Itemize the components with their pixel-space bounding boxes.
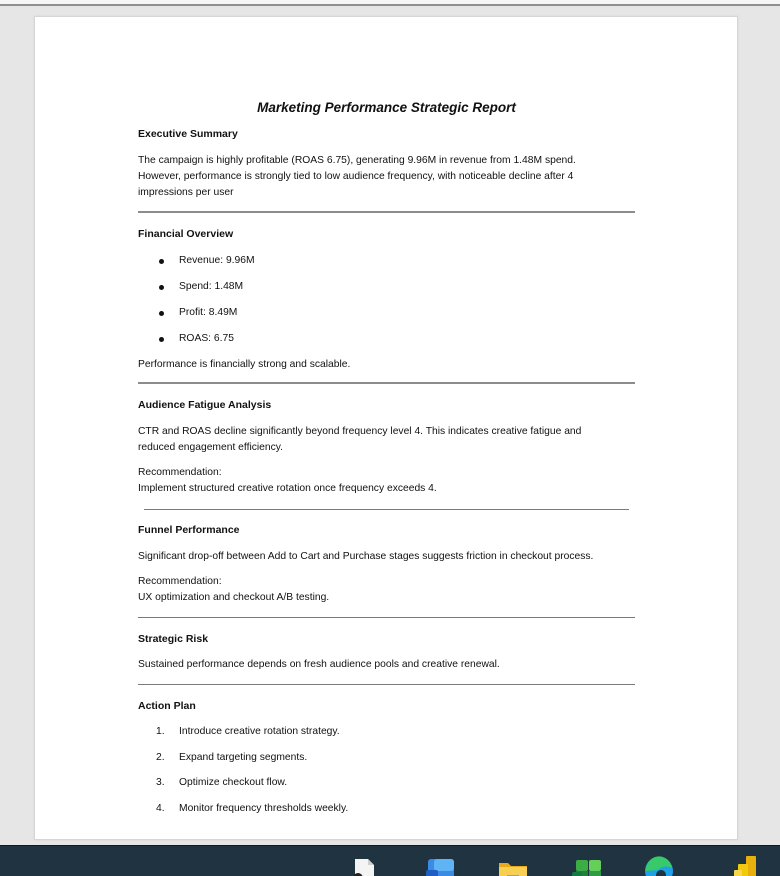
action-text: Monitor frequency thresholds weekly. (179, 803, 349, 814)
list-number: 1. (156, 726, 165, 737)
audience-fatigue-text (138, 424, 635, 456)
heading-executive-summary: Executive Summary (138, 128, 238, 140)
text-line: However, performance is strongly tied to low audience frequency, with noticeable decline after 4 (138, 171, 574, 182)
text-line: impressions per user (138, 187, 234, 198)
action-text: Expand targeting segments. (179, 752, 308, 763)
section-divider (138, 211, 635, 213)
action-text: Introduce creative rotation strategy. (179, 726, 340, 737)
folder-icon[interactable] (497, 860, 527, 876)
section-divider (138, 382, 635, 384)
recommendation-label: Recommendation: (138, 576, 222, 587)
text-line: reduced engagement efficiency. (138, 442, 284, 453)
taskbar (0, 845, 780, 876)
bullet-icon (159, 285, 164, 290)
financial-conclusion: Performance is financially strong and scalable. (138, 359, 351, 370)
action-text: Optimize checkout flow. (179, 777, 288, 788)
window-top-bar (0, 0, 780, 6)
funnel-recommendation (138, 574, 635, 606)
text-line: CTR and ROAS decline significantly beyond frequency level 4. This indicates creative fatigue and (138, 426, 582, 437)
excel-icon[interactable] (572, 858, 602, 876)
edge-icon[interactable] (644, 856, 674, 876)
recommendation-text: Implement structured creative rotation once frequency exceeds 4. (138, 483, 437, 494)
recommendation-label: Recommendation: (138, 467, 222, 478)
text-line: The campaign is highly profitable (ROAS 6.75), generating 9.96M in revenue from 1.48M spend. (138, 155, 576, 166)
heading-funnel-performance: Funnel Performance (138, 524, 240, 536)
document-page[interactable] (34, 16, 738, 840)
bullet-icon (159, 337, 164, 342)
list-number: 4. (156, 803, 165, 814)
heading-audience-fatigue: Audience Fatigue Analysis (138, 399, 272, 411)
recommendation-text: UX optimization and checkout A/B testing. (138, 592, 330, 603)
section-divider (138, 684, 635, 685)
spend-value: Spend: 1.48M (179, 281, 244, 292)
bullet-icon (159, 311, 164, 316)
roas-value: ROAS: 6.75 (179, 333, 234, 344)
list-number: 2. (156, 752, 165, 763)
profit-value: Profit: 8.49M (179, 307, 238, 318)
revenue-value: Revenue: 9.96M (179, 255, 255, 266)
outlook-icon[interactable] (424, 858, 454, 876)
list-number: 3. (156, 777, 165, 788)
bullet-icon (159, 259, 164, 264)
report-title: Marketing Performance Strategic Report (257, 100, 516, 115)
audience-recommendation (138, 465, 635, 497)
heading-action-plan: Action Plan (138, 700, 196, 712)
funnel-text: Significant drop-off between Add to Cart and Purchase stages suggests friction in checkout process. (138, 551, 594, 562)
strategic-risk-text: Sustained performance depends on fresh audience pools and creative renewal. (138, 659, 500, 670)
executive-summary-text (138, 153, 635, 201)
section-divider (144, 509, 629, 510)
powerbi-icon[interactable] (734, 856, 764, 876)
heading-strategic-risk: Strategic Risk (138, 633, 209, 645)
file-icon[interactable] (352, 858, 382, 876)
heading-financial-overview: Financial Overview (138, 228, 234, 240)
section-divider (138, 617, 635, 618)
